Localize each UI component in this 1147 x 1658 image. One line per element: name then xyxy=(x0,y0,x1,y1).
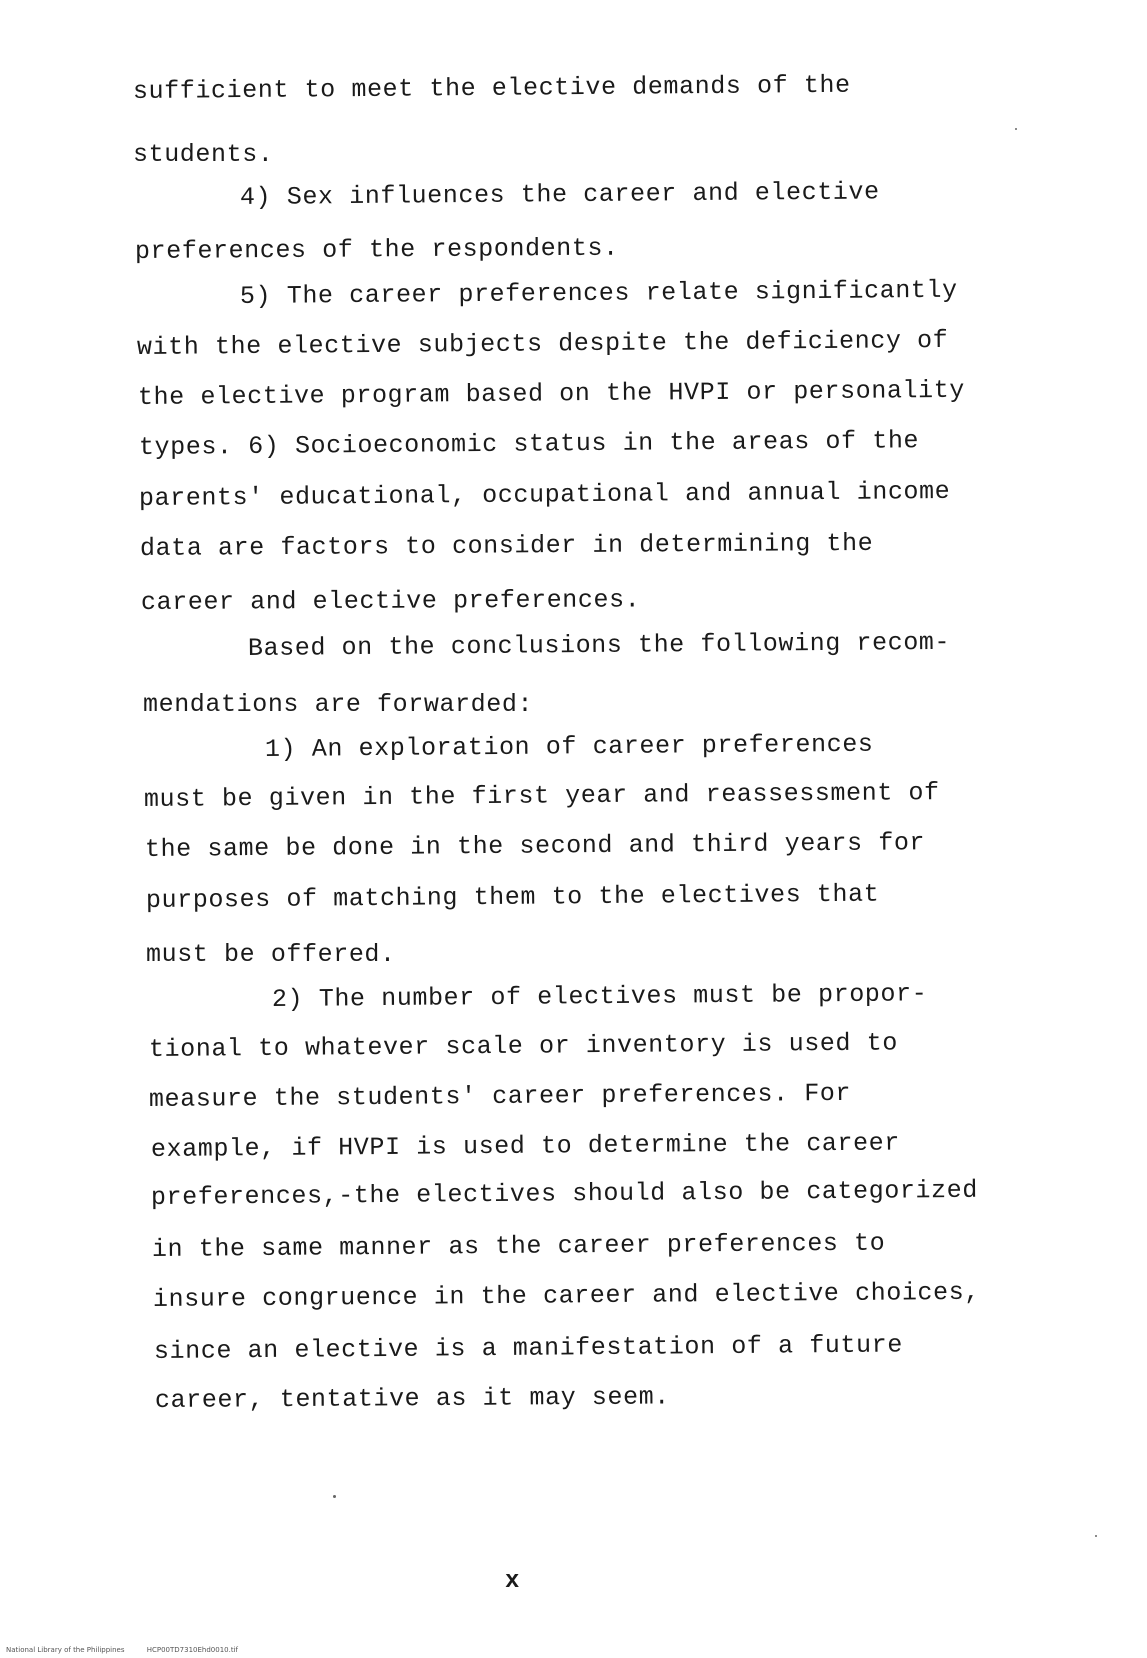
text-line: with the elective subjects despite the deficiency of xyxy=(136,325,949,362)
text-line: career, tentative as it may seem. xyxy=(154,1382,670,1415)
scan-footer xyxy=(6,1646,258,1654)
file-id: HCP00TD7310Ehd0010.tif xyxy=(146,1646,238,1654)
text-line: types. 6) Socioeconomic status in the areas of the xyxy=(138,426,920,462)
text-line: mendations are forwarded: xyxy=(143,690,534,719)
text-line: example, if HVPI is used to determine the career xyxy=(150,1128,901,1164)
text-line: must be offered. xyxy=(146,940,396,969)
text-line: preferences,-the electives should also be categorized xyxy=(150,1175,979,1212)
scan-speck xyxy=(1015,128,1017,130)
text-line: preferences of the respondents. xyxy=(134,233,619,266)
scan-speck xyxy=(333,1495,336,1498)
text-line: sufficient to meet the elective demands of the xyxy=(132,70,851,106)
page-number: x xyxy=(505,1568,520,1595)
text-line: insure congruence in the career and elective choices, xyxy=(152,1277,981,1314)
text-line: 1) An exploration of career preferences xyxy=(264,729,874,764)
scan-speck xyxy=(1095,1535,1097,1537)
text-line: the elective program based on the HVPI or personality xyxy=(137,375,966,412)
text-line: measure the students' career preferences. For xyxy=(148,1078,852,1114)
text-line: purposes of matching them to the electives that xyxy=(145,879,880,915)
text-line: the same be done in the second and third years for xyxy=(144,828,926,864)
text-line: 4) Sex influences the career and elective xyxy=(239,177,880,212)
text-line: tional to whatever scale or inventory is used to xyxy=(148,1028,899,1064)
text-line: career and elective preferences. xyxy=(140,585,641,617)
text-line: 2) The number of electives must be propor- xyxy=(271,979,928,1014)
text-line: must be given in the first year and reassessment of xyxy=(143,778,940,814)
text-line: since an elective is a manifestation of a future xyxy=(153,1330,904,1366)
text-line: in the same manner as the career preferences to xyxy=(151,1228,886,1264)
library-name: National Library of the Philippines xyxy=(6,1646,125,1654)
text-line: parents' educational, occupational and annual income xyxy=(138,476,951,513)
text-line: students. xyxy=(133,140,274,169)
text-line: 5) The career preferences relate significantly xyxy=(239,275,958,311)
text-line: Based on the conclusions the following recom- xyxy=(247,627,951,663)
text-line: data are factors to consider in determining the xyxy=(139,528,874,563)
